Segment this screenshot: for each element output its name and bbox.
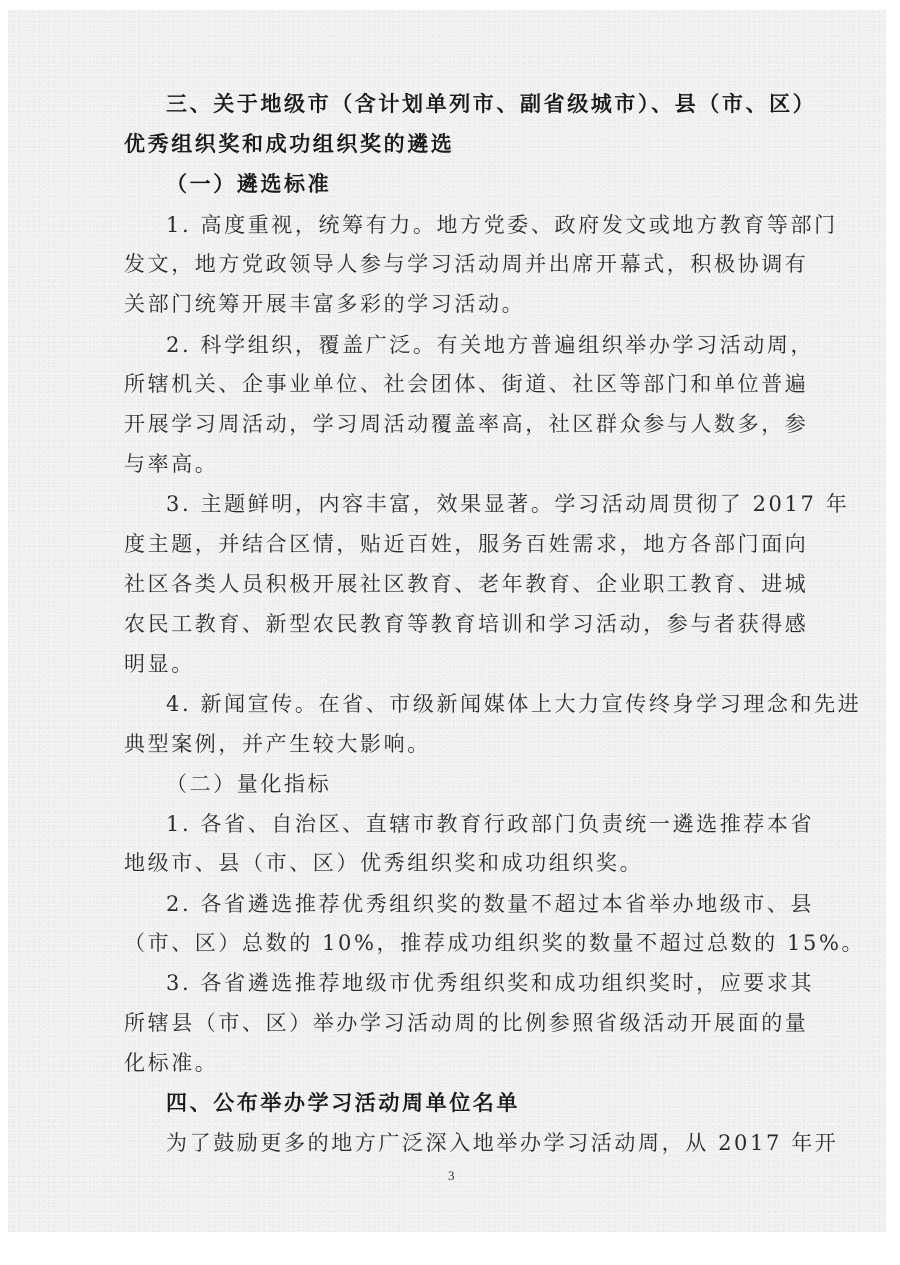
scanned-page <box>8 10 886 1232</box>
section-heading: 优秀组织奖和成功组织奖的遴选 <box>124 131 455 156</box>
text-line: 1. 各省、自治区、直辖市教育行政部门负责统一遴选推荐本省 <box>166 812 815 836</box>
page-number: 3 <box>448 1168 455 1183</box>
text-line: 社区各类人员积极开展社区教育、老年教育、企业职工教育、进城 <box>124 572 809 596</box>
text-line: 3. 各省遴选推荐地级市优秀组织奖和成功组织奖时，应要求其 <box>166 971 815 995</box>
text-line: （二）量化指标 <box>166 772 332 796</box>
text-line: 所辖县（市、区）举办学习活动周的比例参照省级活动开展面的量 <box>124 1011 809 1035</box>
section-heading: 三、关于地级市（含计划单列市、副省级城市）、县（市、区） <box>166 91 817 116</box>
text-line: 开展学习周活动，学习周活动覆盖率高，社区群众参与人数多，参 <box>124 412 809 436</box>
text-line: 与率高。 <box>124 452 219 476</box>
text-line: （市、区）总数的 10%，推荐成功组织奖的数量不超过总数的 15%。 <box>124 931 866 955</box>
text-line: 2. 各省遴选推荐优秀组织奖的数量不超过本省举办地级市、县 <box>166 892 815 916</box>
text-line: 化标准。 <box>124 1051 219 1075</box>
text-line: 明显。 <box>124 652 195 676</box>
text-line: 地级市、县（市、区）优秀组织奖和成功组织奖。 <box>124 851 644 875</box>
text-line: 度主题，并结合区情，贴近百姓，服务百姓需求，地方各部门面向 <box>124 532 809 556</box>
section-heading: 四、公布举办学习活动周单位名单 <box>166 1090 520 1115</box>
text-line: 发文，地方党政领导人参与学习活动周并出席开幕式，积极协调有 <box>124 252 809 276</box>
text-line: 典型案例，并产生较大影响。 <box>124 732 431 756</box>
section-heading: （一）遴选标准 <box>166 171 332 196</box>
text-line: 2. 科学组织，覆盖广泛。有关地方普遍组织举办学习活动周， <box>166 333 815 357</box>
text-line: 为了鼓励更多的地方广泛深入地举办学习活动周，从 2017 年开 <box>166 1131 839 1155</box>
text-line: 农民工教育、新型农民教育等教育培训和学习活动，参与者获得感 <box>124 612 809 636</box>
text-line: 所辖机关、企事业单位、社会团体、街道、社区等部门和单位普遍 <box>124 372 809 396</box>
text-line: 关部门统筹开展丰富多彩的学习活动。 <box>124 292 526 316</box>
text-line: 3. 主题鲜明，内容丰富，效果显著。学习活动周贯彻了 2017 年 <box>166 492 850 516</box>
text-line: 4. 新闻宣传。在省、市级新闻媒体上大力宣传终身学习理念和先进 <box>166 692 862 716</box>
text-line: 1. 高度重视，统筹有力。地方党委、政府发文或地方教育等部门 <box>166 213 838 237</box>
